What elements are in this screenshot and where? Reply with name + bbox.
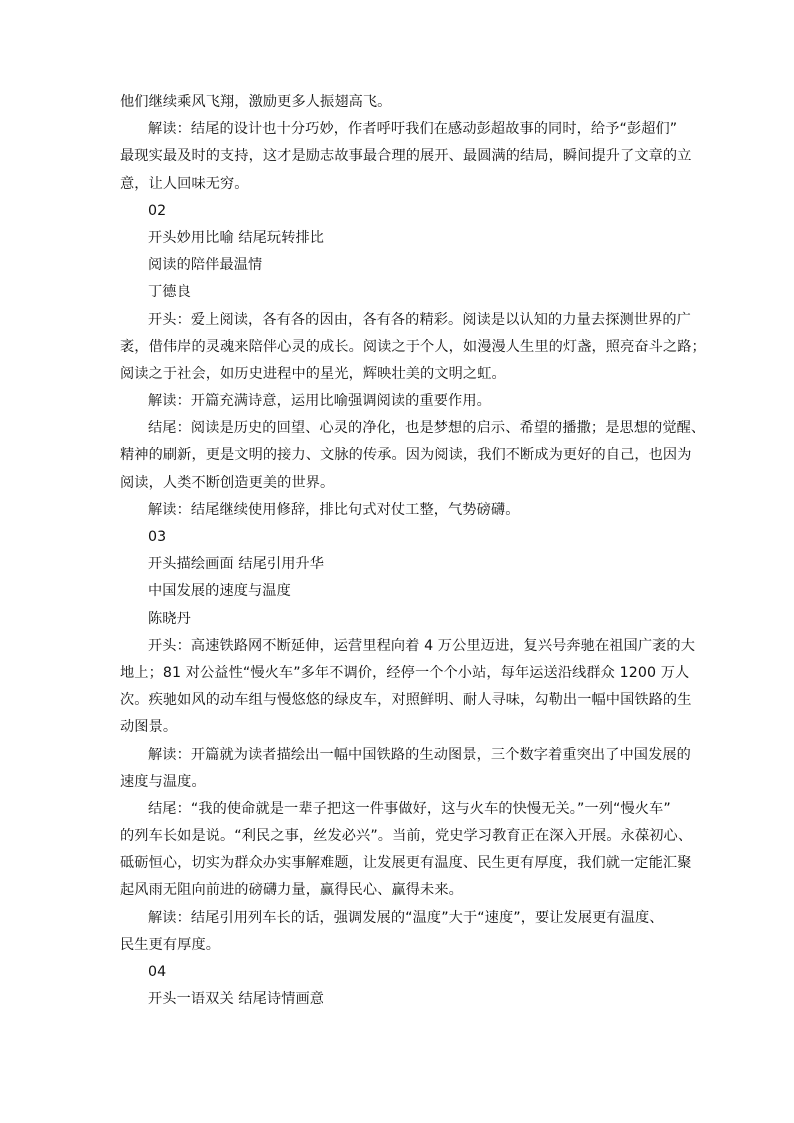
text-line: 03 xyxy=(148,529,167,545)
text-line: 04 xyxy=(148,964,167,980)
text-line: 开头：高速铁路网不断延伸，运营里程向着 4 万公里迈进，复兴号奔驰在祖国广袤的大 xyxy=(148,637,695,654)
text-line: 结尾：阅读是历史的回望、心灵的净化，也是梦想的启示、希望的播撒；是思想的觉醒、 xyxy=(148,420,706,437)
text-line: 解读：结尾继续使用修辞，排比句式对仗工整，气势磅礴。 xyxy=(148,501,520,518)
text-line: 丁德良 xyxy=(148,284,191,301)
text-line: 中国发展的速度与温度 xyxy=(148,583,291,600)
text-line: 他们继续乘风飞翔，激励更多人振翅高飞。 xyxy=(120,94,392,110)
text-line: 民生更有厚度。 xyxy=(120,936,221,953)
text-line: 袤，借伟岸的灵魂来陪伴心灵的成长。阅读之于个人，如漫漫人生里的灯盏，照亮奋斗之路； xyxy=(120,338,706,355)
text-line: 精神的刷新，更是文明的接力、文脉的传承。因为阅读，我们不断成为更好的自己，也因为 xyxy=(120,447,692,464)
text-line: 解读：结尾的设计也十分巧妙，作者呼吁我们在感动彭超故事的同时，给予“彭超们” xyxy=(148,121,678,138)
text-line: 陈晓丹 xyxy=(148,610,191,627)
text-line: 解读：开篇就为读者描绘出一幅中国铁路的生动图景，三个数字着重突出了中国发展的 xyxy=(148,746,691,763)
text-line: 开头：爱上阅读，各有各的因由，各有各的精彩。阅读是以认知的力量去探测世界的广 xyxy=(148,311,691,328)
text-line: 开头一语双关 结尾诗情画意 xyxy=(148,991,325,1008)
text-line: 起风雨无阻向前进的磅礴力量，赢得民心、赢得未来。 xyxy=(120,882,463,899)
text-line: 地上；81 对公益性“慢火车”多年不调价，经停一个个小站，每年运送沿线群众 1200 万人 xyxy=(120,664,690,681)
text-line: 开头描绘画面 结尾引用升华 xyxy=(148,556,325,573)
text-line: 速度与温度。 xyxy=(120,773,206,790)
text-line: 02 xyxy=(148,202,167,219)
text-line: 次。疾驰如风的动车组与慢悠悠的绿皮车，对照鲜明、耐人寻味，勾勒出一幅中国铁路的生 xyxy=(120,692,692,709)
text-line: 阅读的陪伴最温情 xyxy=(148,257,263,274)
text-line: 解读：结尾引用列车长的话，强调发展的“温度”大于“速度”，要让发展更有温度、 xyxy=(148,909,664,926)
text-line: 动图景。 xyxy=(120,719,178,736)
text-line: 砥砺恒心，切实为群众办实事解难题，让发展更有温度、民生更有厚度，我们就一定能汇聚 xyxy=(120,855,692,872)
text-line: 解读：开篇充满诗意，运用比喻强调阅读的重要作用。 xyxy=(148,393,491,410)
text-line: 结尾：“我的使命就是一辈子把这一件事做好，这与火车的快慢无关。”一列“慢火车” xyxy=(148,800,671,817)
document-body xyxy=(120,89,706,1013)
text-line: 阅读，人类不断创造更美的世界。 xyxy=(120,474,335,491)
text-line: 的列车长如是说。“利民之事，丝发必兴”。当前，党史学习教育正在深入开展。永葆初心、 xyxy=(120,828,693,845)
text-line: 阅读之于社会，如历史进程中的星光，辉映壮美的文明之虹。 xyxy=(120,365,506,382)
text-line: 开头妙用比喻 结尾玩转排比 xyxy=(148,229,325,246)
text-line: 最现实最及时的支持，这才是励志故事最合理的展开、最圆满的结局，瞬间提升了文章的立 xyxy=(120,148,692,165)
text-line: 意，让人回味无穷。 xyxy=(120,175,249,192)
